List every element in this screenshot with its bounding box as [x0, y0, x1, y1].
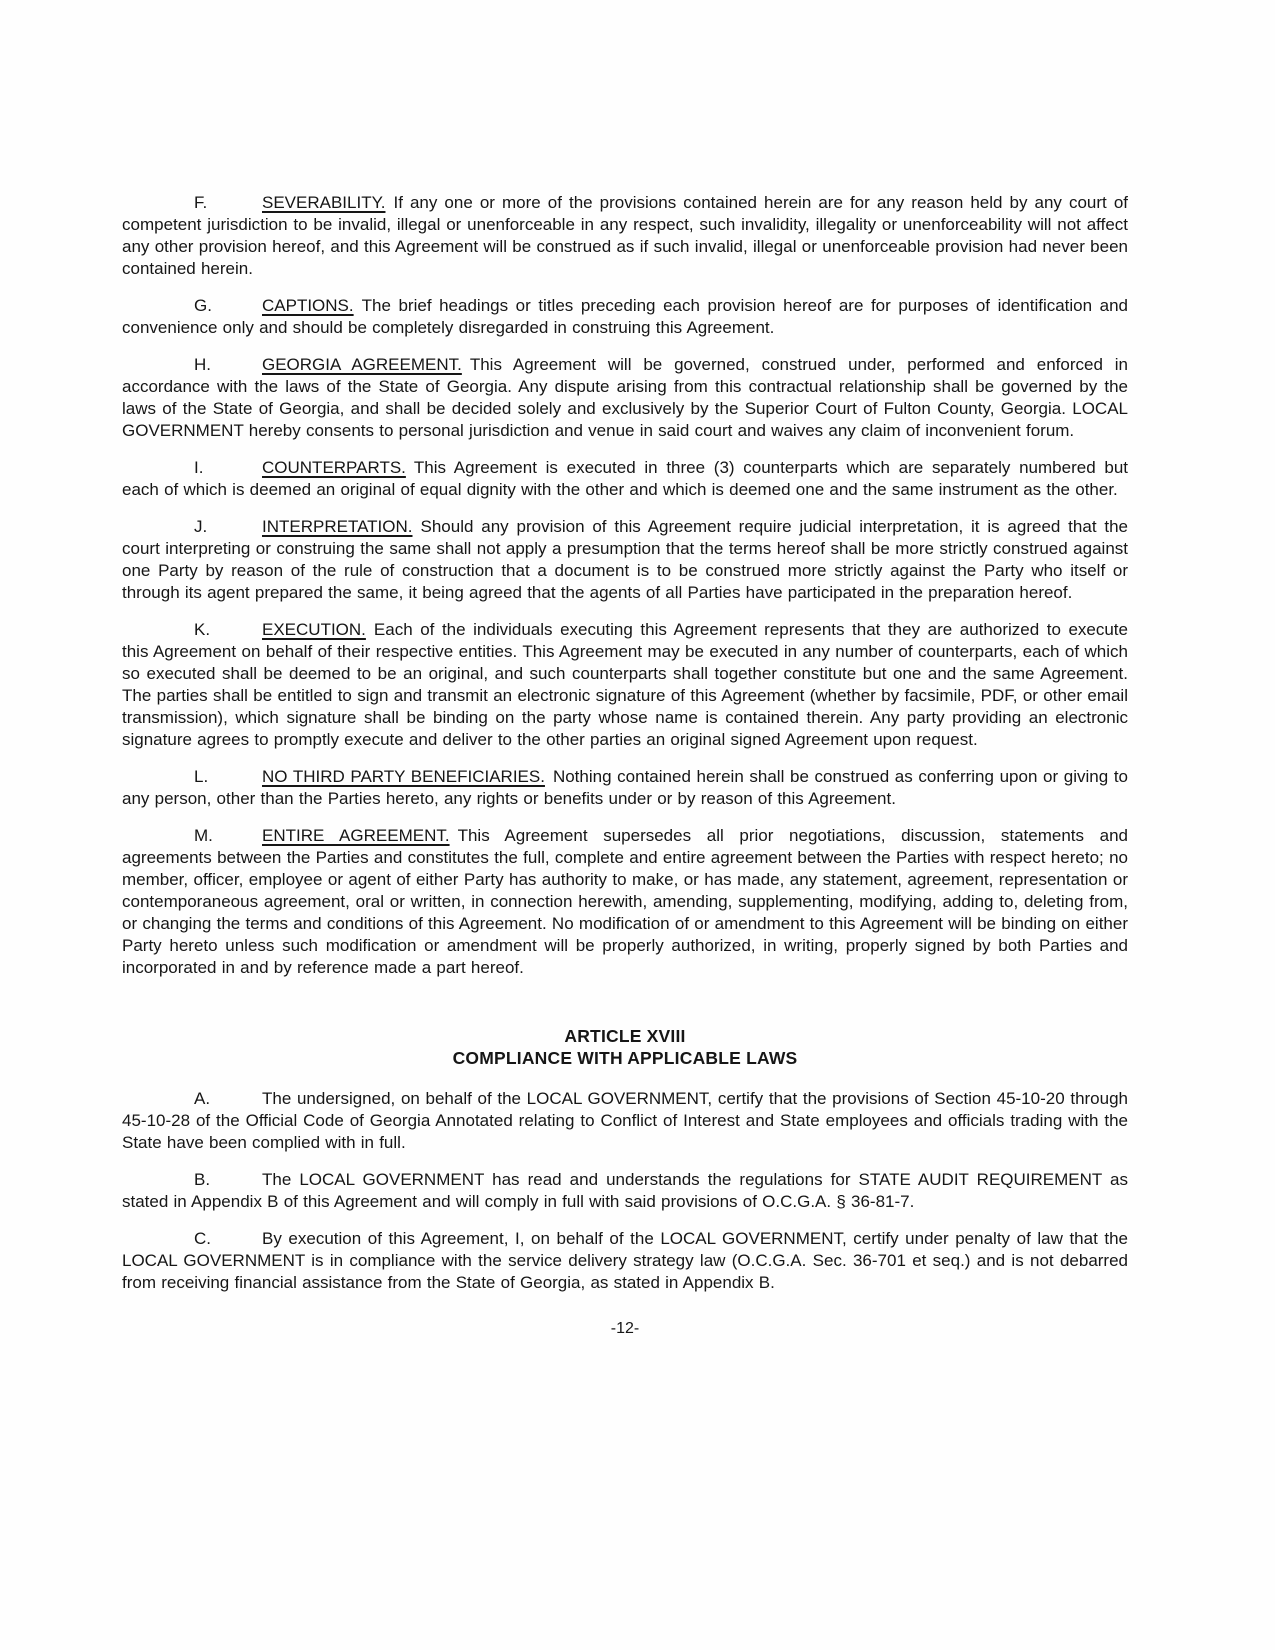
clause-L-heading: NO THIRD PARTY BENEFICIARIES.	[262, 767, 545, 786]
clause-G	[122, 295, 1128, 339]
clause-K-body: Each of the individuals executing this Agreement represents that they are authorized to execute this Agreement on behalf of their respective entities. This Agreement may be executed in any number of counterparts, each of which so executed shall be deemed to be an original, and such counterparts shall together constitute but one and the same Agreement. The parties shall be entitled to sign and transmit an electronic signature of this Agreement (whether by facsimile, PDF, or other email transmission), which signature shall be binding on the party whose name is contained therein. Any party providing an electronic signature agrees to promptly execute and deliver to the other parties an original signed Agreement upon request.	[122, 620, 1128, 749]
compliance-C-body: By execution of this Agreement, I, on behalf of the LOCAL GOVERNMENT, certify under penalty of law that the LOCAL GOVERNMENT is in compliance with the service delivery strategy law (O.C.G.A. Sec. 36-701 et seq.) and is not debarred from receiving financial assistance from the State of Georgia, as stated in Appendix B.	[122, 1229, 1128, 1292]
article-heading-block	[122, 1025, 1128, 1069]
clause-J-letter: J.	[194, 517, 208, 536]
page-number: -12-	[610, 1320, 640, 1337]
clause-M	[122, 825, 1128, 979]
article-title: ARTICLE XVIII	[564, 1026, 686, 1046]
clause-K	[122, 619, 1128, 751]
clause-I	[122, 457, 1128, 501]
clause-H-letter: H.	[194, 355, 211, 374]
clause-J-body: Should any provision of this Agreement require judicial interpretation, it is agreed that the court interpreting or construing the same shall not apply a presumption that the terms hereof shall be more strictly construed against one Party by reason of the rule of construction that a document is to be construed more strictly against the Party who itself or through its agent prepared the same, it being agreed that the agents of all Parties have participated in the preparation hereof.	[122, 517, 1128, 602]
clause-M-letter: M.	[194, 826, 213, 845]
article-subtitle: COMPLIANCE WITH APPLICABLE LAWS	[452, 1048, 798, 1068]
clause-K-letter: K.	[194, 620, 211, 639]
compliance-B	[122, 1169, 1128, 1213]
clause-F-body: If any one or more of the provisions contained herein are for any reason held by any court of competent jurisdiction to be invalid, illegal or unenforceable in any respect, such invalidity, illegality or unenforceability will not affect any other provision hereof, and this Agreement will be construed as if such invalid, illegal or unenforceable provision had never been contained herein.	[122, 193, 1128, 278]
clause-G-body: The brief headings or titles preceding each provision hereof are for purposes of identification and convenience only and should be completely disregarded in construing this Agreement.	[122, 296, 1128, 337]
clause-H-heading: GEORGIA AGREEMENT.	[262, 355, 462, 374]
clause-I-body: This Agreement is executed in three (3) counterparts which are separately numbered but each of which is deemed an original of equal dignity with the other and which is deemed one and the same instrument as the other.	[122, 458, 1128, 499]
compliance-B-body: The LOCAL GOVERNMENT has read and understands the regulations for STATE AUDIT REQUIREMENT as stated in Appendix B of this Agreement and will comply in full with said provisions of O.C.G.A. § 36-81-7.	[122, 1170, 1128, 1211]
clause-L-letter: L.	[194, 767, 209, 786]
clause-M-heading: ENTIRE AGREEMENT.	[262, 826, 450, 845]
clause-K-heading: EXECUTION.	[262, 620, 366, 639]
clause-F-letter: F.	[194, 193, 208, 212]
clause-G-letter: G.	[194, 296, 212, 315]
clause-L-body: Nothing contained herein shall be construed as conferring upon or giving to any person, other than the Parties hereto, any rights or benefits under or by reason of this Agreement.	[122, 767, 1128, 808]
compliance-A	[122, 1088, 1128, 1154]
clause-I-letter: I.	[194, 458, 204, 477]
clause-F-heading: SEVERABILITY.	[262, 193, 386, 212]
clause-G-heading: CAPTIONS.	[262, 296, 354, 315]
clause-J-heading: INTERPRETATION.	[262, 517, 413, 536]
compliance-C-letter: C.	[194, 1229, 211, 1248]
clause-I-heading: COUNTERPARTS.	[262, 458, 406, 477]
clause-H	[122, 354, 1128, 442]
compliance-A-body: The undersigned, on behalf of the LOCAL GOVERNMENT, certify that the provisions of Section 45-10-20 through 45-10-28 of the Official Code of Georgia Annotated relating to Conflict of Interest and State employees and officials trading with the State have been complied with in full.	[122, 1089, 1128, 1152]
compliance-C	[122, 1228, 1128, 1294]
compliance-B-letter: B.	[194, 1170, 211, 1189]
clause-J	[122, 516, 1128, 604]
compliance-A-letter: A.	[194, 1089, 211, 1108]
clause-L	[122, 766, 1128, 810]
clause-M-body: This Agreement supersedes all prior negotiations, discussion, statements and agreements between the Parties and constitutes the full, complete and entire agreement between the Parties with respect hereto; no member, officer, employee or agent of either Party has authority to make, or has made, any statement, agreement, representation or contemporaneous agreement, oral or written, in connection herewith, amending, supplementing, modifying, adding to, deleting from, or changing the terms and conditions of this Agreement. No modification of or amendment to this Agreement will be binding on either Party hereto unless such modification or amendment will be properly authorized, in writing, properly signed by both Parties and incorporated in and by reference made a part hereof.	[122, 826, 1129, 977]
clause-F	[122, 192, 1128, 280]
clause-H-body: This Agreement will be governed, construed under, performed and enforced in accordance with the laws of the State of Georgia. Any dispute arising from this contractual relationship shall be governed by the laws of the State of Georgia, and shall be decided solely and exclusively by the Superior Court of Fulton County, Georgia. LOCAL GOVERNMENT hereby consents to personal jurisdiction and venue in said court and waives any claim of inconvenient forum.	[122, 355, 1128, 440]
